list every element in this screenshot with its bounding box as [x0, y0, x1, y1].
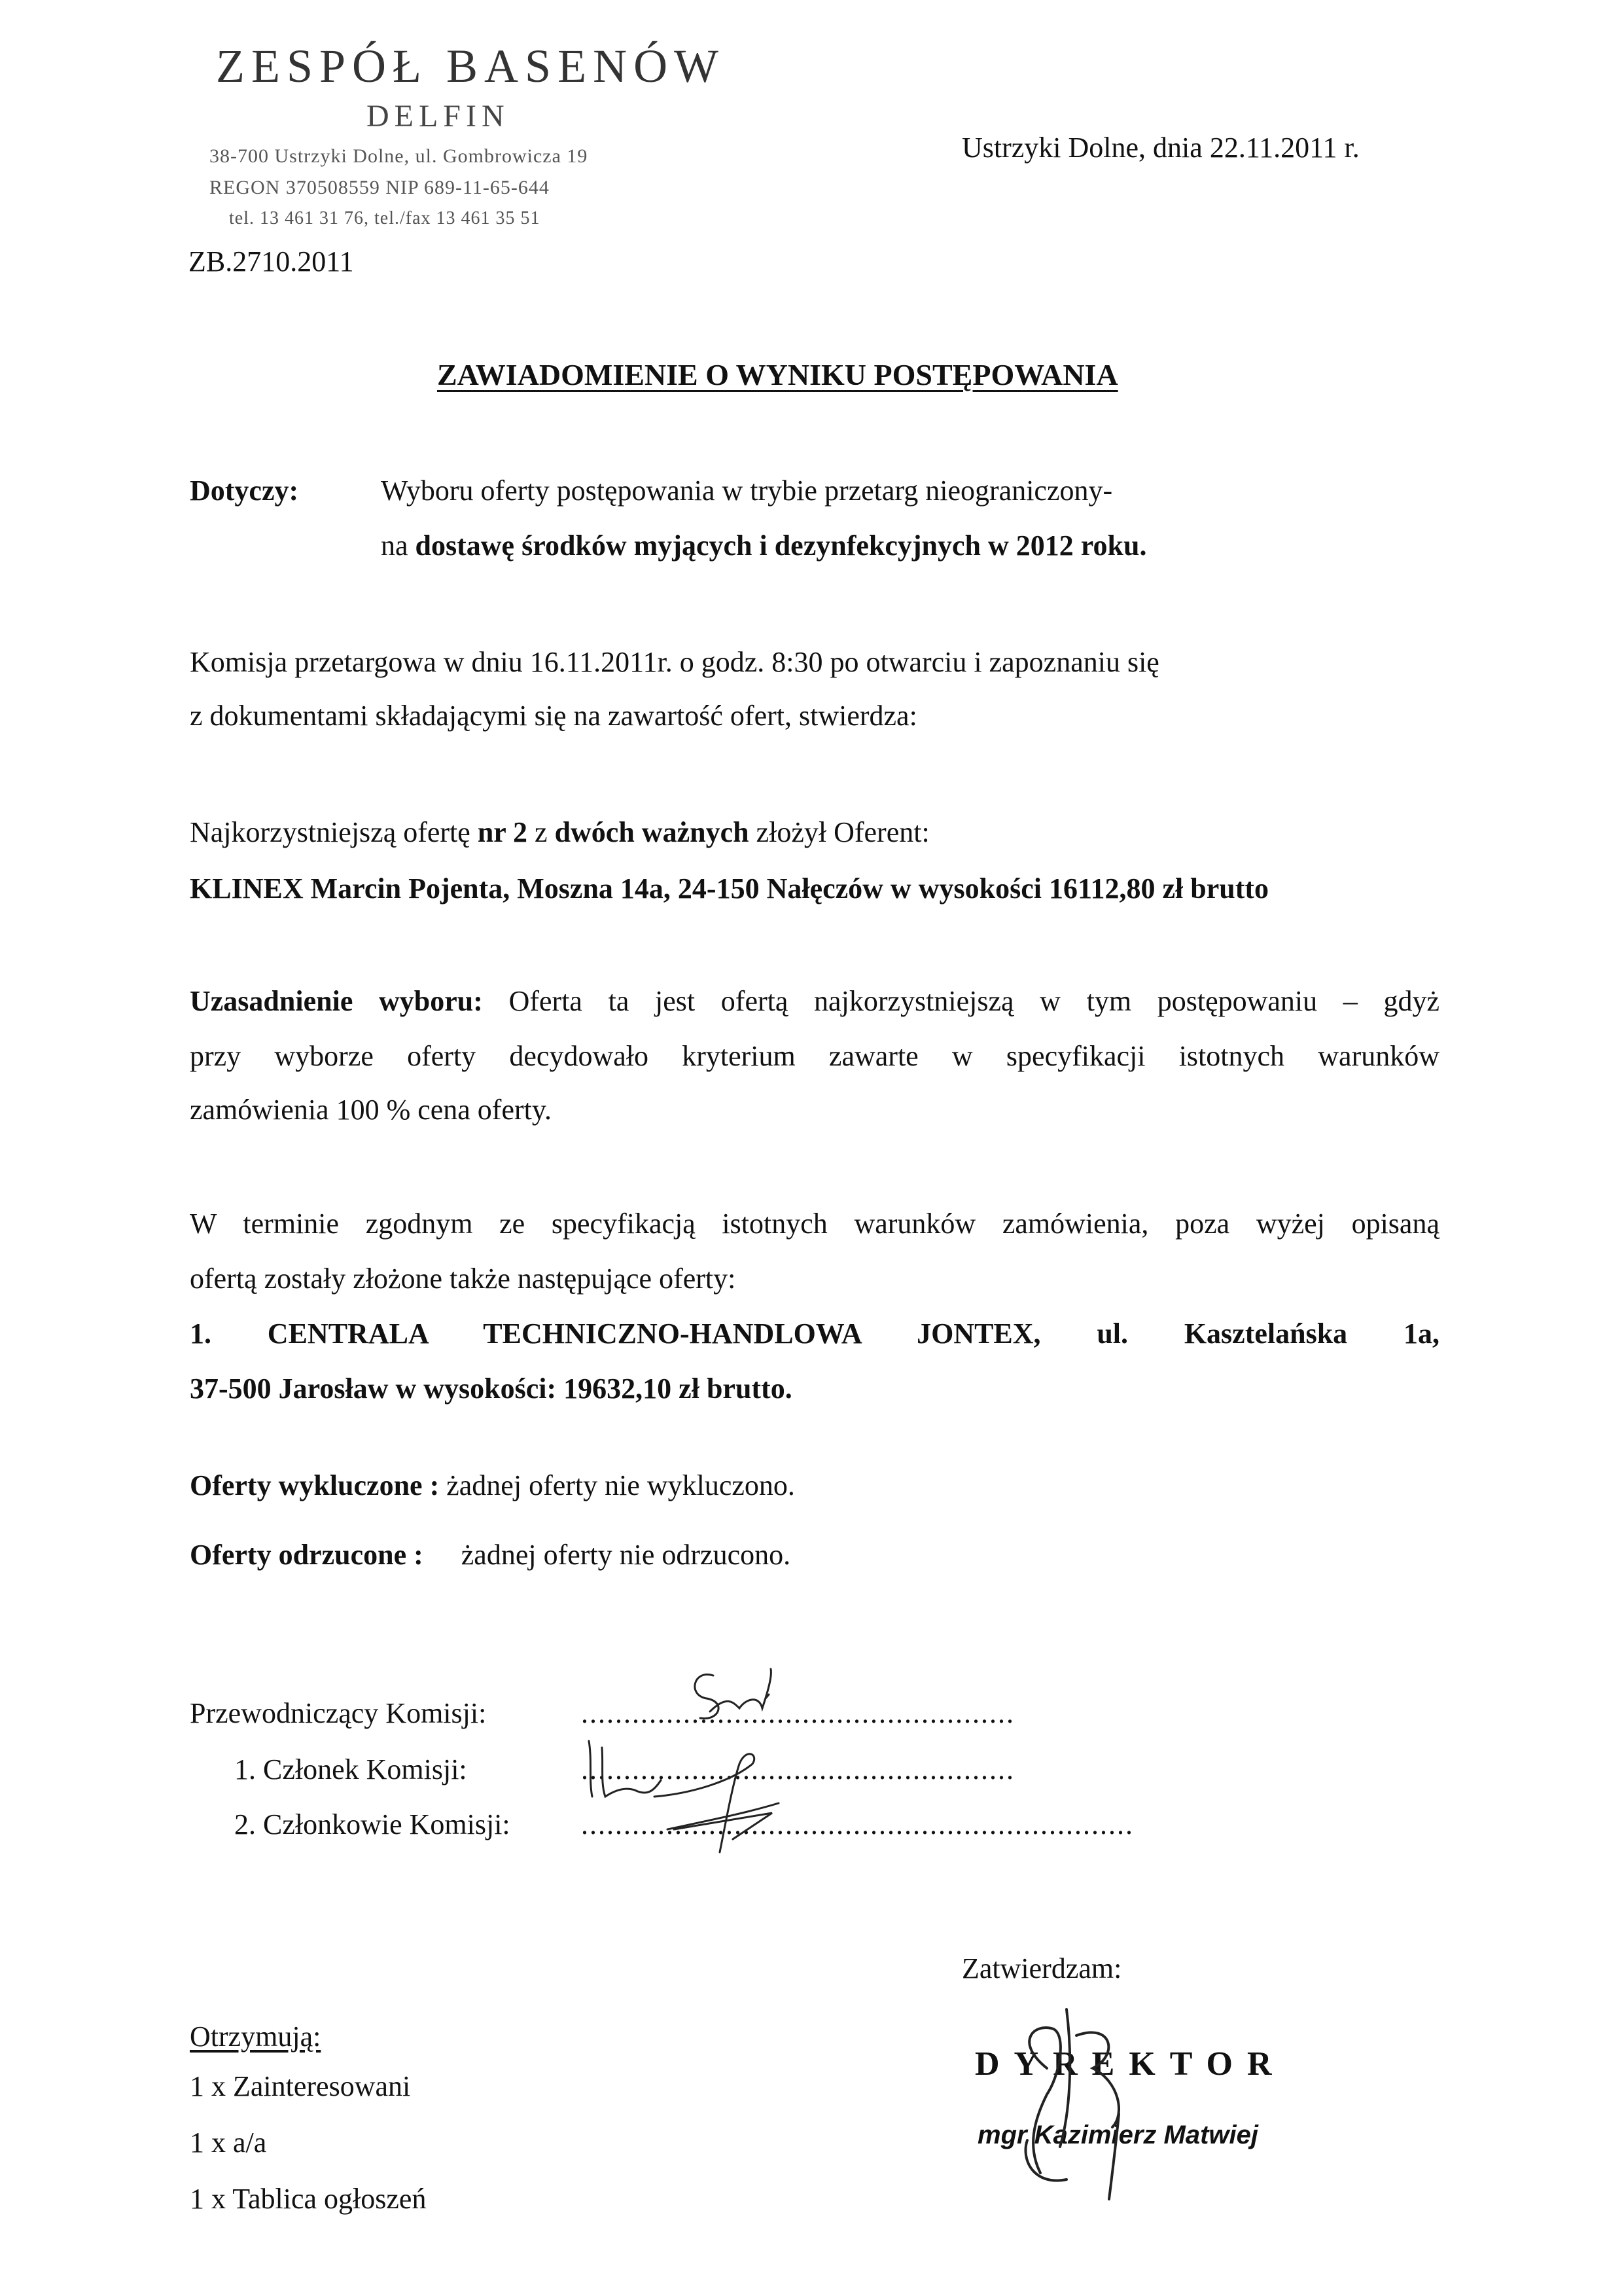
commission-line-1: Komisja przetargowa w dniu 16.11.2011r. o godz. 8:30 po otwarciu i zapoznaniu się: [190, 646, 1159, 678]
chair-label: Przewodniczący Komisji:: [190, 1697, 487, 1729]
stamp-address: 38-700 Ustrzyki Dolne, ul. Gombrowicza 19: [209, 145, 588, 167]
member2-signature-line: .................................................................: [581, 1808, 1134, 1840]
justification-line-2: przy wyborze oferty decydowało kryterium zawarte w specyfikacji istotnych warunków: [190, 1040, 1439, 1072]
director-name-stamp: mgr Kazimierz Matwiej: [978, 2121, 1259, 2149]
member2-label: 2. Członkowie Komisji:: [234, 1808, 510, 1840]
stamp-regon: REGON 370508559 NIP 689-11-65-644: [209, 177, 550, 198]
document-title: ZAWIADOMIENIE O WYNIKU POSTĘPOWANIA: [437, 358, 1118, 391]
best-offer-line: Najkorzystniejszą ofertę nr 2 z dwóch ważnych złożył Oferent:: [190, 816, 930, 848]
recipients-heading: Otrzymują:: [190, 2020, 321, 2053]
other-offers-line-2: ofertą zostały złożone także następujące oferty:: [190, 1263, 736, 1295]
place-date: Ustrzyki Dolne, dnia 22.11.2011 r.: [962, 132, 1360, 164]
commission-line-2: z dokumentami składającymi się na zawartość ofert, stwierdza:: [190, 700, 917, 732]
approve-label: Zatwierdzam:: [962, 1952, 1122, 1984]
subject-label: Dotyczy:: [190, 475, 299, 507]
stamp-name: ZESPÓŁ BASENÓW: [216, 40, 726, 92]
recipient-item: 1 x Zainteresowani: [190, 2070, 411, 2102]
winning-offer: KLINEX Marcin Pojenta, Moszna 14a, 24-150 Nałęczów w wysokości 16112,80 zł brutto: [190, 872, 1269, 905]
other-offers-line-1: W terminie zgodnym ze specyfikacją istotnych warunków zamówienia, poza wyżej opisaną: [190, 1208, 1439, 1240]
recipient-item: 1 x a/a: [190, 2126, 267, 2159]
director-title-stamp: DYREKTOR: [975, 2045, 1286, 2083]
subject-line-1: Wyboru oferty postępowania w trybie przetarg nieograniczony-: [381, 475, 1113, 507]
chair-signature-line: ...................................................: [581, 1697, 1015, 1729]
other-offer-item-1: 1. CENTRALA TECHNICZNO-HANDLOWA JONTEX, ul. Kasztelańska 1a,: [190, 1318, 1439, 1350]
justification-line-3: zamówienia 100 % cena oferty.: [190, 1094, 552, 1126]
excluded-offers: Oferty wykluczone : żadnej oferty nie wykluczono.: [190, 1469, 795, 1501]
justification-line-1: Uzasadnienie wyboru: Oferta ta jest ofertą najkorzystniejszą w tym postępowaniu – gdyż: [190, 985, 1439, 1017]
reference-number: ZB.2710.2011: [188, 245, 354, 278]
other-offer-item-1-cont: 37-500 Jarosław w wysokości: 19632,10 zł brutto.: [190, 1372, 792, 1405]
member1-signature-line: ...................................................: [581, 1753, 1015, 1785]
recipient-item: 1 x Tablica ogłoszeń: [190, 2183, 427, 2215]
member1-label: 1. Członek Komisji:: [234, 1753, 467, 1785]
director-signature: [962, 1983, 1197, 2206]
subject-line-2: na dostawę środków myjących i dezynfekcyjnych w 2012 roku.: [381, 529, 1147, 562]
handwritten-signatures: [563, 1649, 903, 1885]
organization-stamp: [209, 33, 726, 229]
rejected-offers: Oferty odrzucone : żadnej oferty nie odrzucono.: [190, 1539, 791, 1571]
stamp-subname: DELFIN: [366, 99, 510, 134]
stamp-phone: tel. 13 461 31 76, tel./fax 13 461 35 51: [229, 208, 540, 228]
